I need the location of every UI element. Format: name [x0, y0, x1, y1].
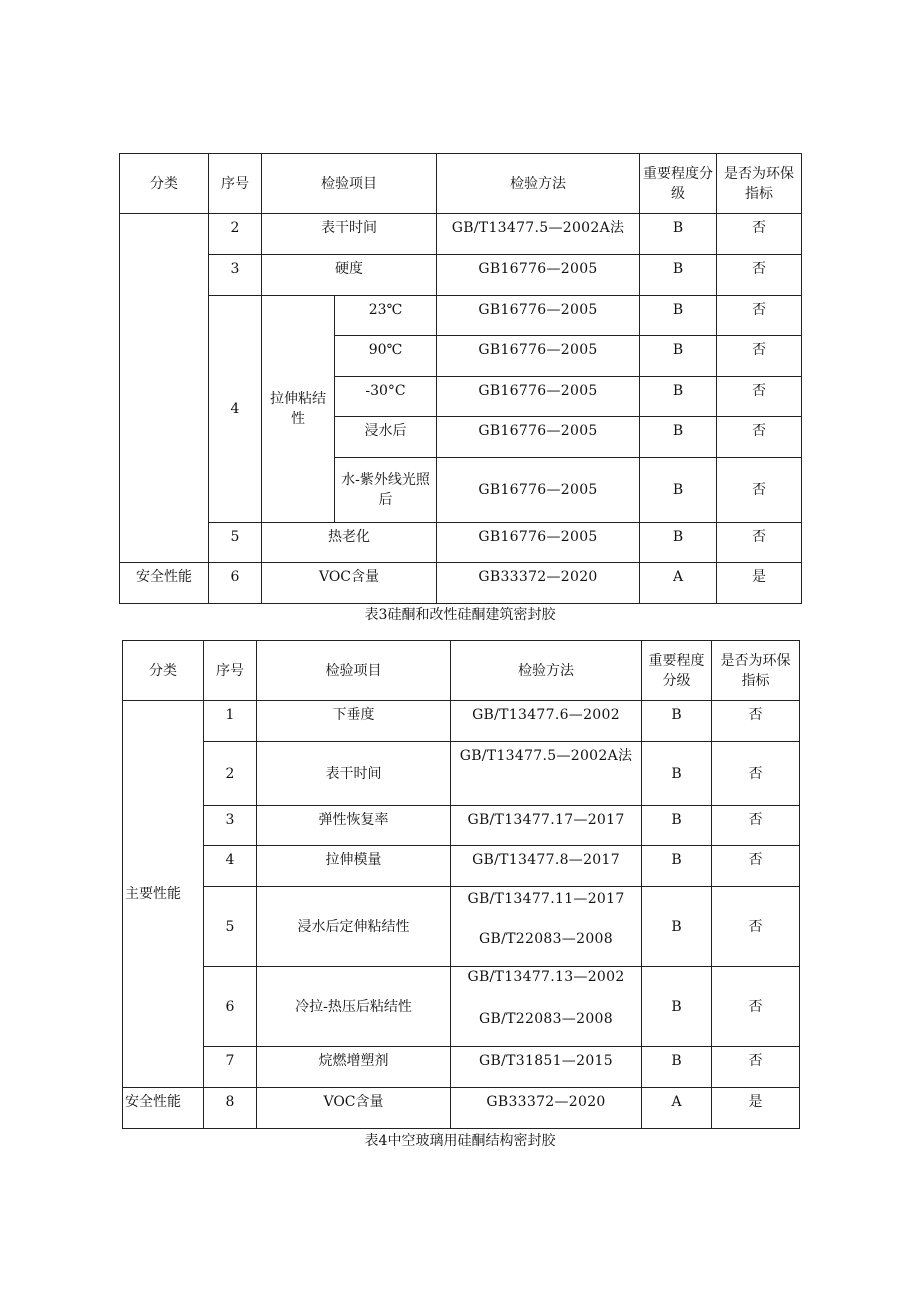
env-cell: 否	[712, 1047, 800, 1088]
level-cell: A	[640, 563, 717, 604]
level-cell: B	[640, 214, 717, 255]
table-caption: 表3硅酮和改性硅酮建筑密封胶	[364, 607, 556, 623]
header-seq: 序号	[204, 641, 257, 701]
method-cell	[451, 887, 642, 967]
header-item: 检验项目	[257, 641, 451, 701]
item-cell: VOC含量	[262, 563, 437, 604]
header-seq: 序号	[209, 154, 262, 214]
method-cell: GB16776—2005	[437, 255, 640, 296]
seq-cell: 2	[204, 742, 257, 806]
method-line: GB/T13477.11—2017	[467, 891, 625, 907]
header-level: 重要程度分级	[642, 641, 712, 701]
seq-cell: 4	[204, 846, 257, 887]
header-category: 分类	[120, 154, 209, 214]
item-cell: 表干时间	[262, 214, 437, 255]
table-row	[120, 255, 802, 296]
level-cell: B	[640, 523, 717, 563]
sub-item-cell: -30°C	[335, 377, 437, 417]
method-cell: GB/T13477.6—2002	[451, 701, 642, 742]
table-4	[122, 640, 800, 1129]
seq-cell: 3	[209, 255, 262, 296]
seq-cell: 1	[204, 701, 257, 742]
env-cell: 否	[712, 701, 800, 742]
level-cell: B	[642, 887, 712, 967]
method-cell: GB16776—2005	[437, 296, 640, 336]
env-cell: 否	[712, 887, 800, 967]
method-cell: GB/T13477.17—2017	[451, 806, 642, 846]
header-level: 重要程度分级	[640, 154, 717, 214]
method-cell: GB/T13477.5—2002A法	[437, 214, 640, 255]
level-cell: B	[642, 742, 712, 806]
method-cell: GB33372—2020	[451, 1088, 642, 1129]
seq-cell: 5	[209, 523, 262, 563]
table-header-row	[120, 154, 802, 214]
method-line: GB/T22083—2008	[479, 1011, 613, 1027]
category-cell: 主要性能	[123, 701, 204, 1088]
env-cell: 否	[717, 458, 802, 523]
env-cell: 否	[712, 846, 800, 887]
level-cell: B	[640, 296, 717, 336]
table-3	[119, 153, 802, 604]
table-caption: 表4中空玻璃用硅酮结构密封胶	[364, 1133, 556, 1149]
table-header-row	[123, 641, 800, 701]
method-cell: GB16776—2005	[437, 417, 640, 458]
level-cell: B	[640, 458, 717, 523]
seq-cell: 3	[204, 806, 257, 846]
table-row	[123, 967, 800, 1047]
level-cell: B	[642, 967, 712, 1047]
level-cell: B	[642, 846, 712, 887]
item-cell: 冷拉-热压后粘结性	[257, 967, 451, 1047]
env-cell: 否	[712, 806, 800, 846]
category-cell	[120, 214, 209, 563]
item-cell: 下垂度	[257, 701, 451, 742]
header-method: 检验方法	[451, 641, 642, 701]
seq-cell: 2	[209, 214, 262, 255]
header-category: 分类	[123, 641, 204, 701]
env-cell: 是	[717, 563, 802, 604]
table-row	[120, 296, 802, 336]
method-cell: GB16776—2005	[437, 458, 640, 523]
header-env: 是否为环保指标	[717, 154, 802, 214]
item-cell: 表干时间	[257, 742, 451, 806]
sub-item-cell: 浸水后	[335, 417, 437, 458]
level-cell: A	[642, 1088, 712, 1129]
header-method: 检验方法	[437, 154, 640, 214]
sub-item-cell: 水-紫外线光照后	[335, 458, 437, 523]
item-cell: 热老化	[262, 523, 437, 563]
env-cell: 否	[717, 255, 802, 296]
env-cell: 否	[717, 214, 802, 255]
env-cell: 是	[712, 1088, 800, 1129]
item-cell: 烷燃增塑剂	[257, 1047, 451, 1088]
table-row	[120, 523, 802, 563]
env-cell: 否	[717, 377, 802, 417]
category-cell: 安全性能	[123, 1088, 204, 1129]
level-cell: B	[640, 336, 717, 377]
item-cell: 拉伸粘结性	[262, 296, 335, 523]
seq-cell: 7	[204, 1047, 257, 1088]
item-cell: 硬度	[262, 255, 437, 296]
item-cell: 拉伸模量	[257, 846, 451, 887]
header-env: 是否为环保指标	[712, 641, 800, 701]
table-row	[123, 701, 800, 742]
seq-cell: 6	[204, 967, 257, 1047]
seq-cell: 6	[209, 563, 262, 604]
item-cell: 浸水后定伸粘结性	[257, 887, 451, 967]
table-row	[123, 887, 800, 967]
method-cell: GB/T13477.8—2017	[451, 846, 642, 887]
table-row	[123, 846, 800, 887]
env-cell: 否	[717, 296, 802, 336]
level-cell: B	[640, 417, 717, 458]
level-cell: B	[642, 1047, 712, 1088]
method-cell: GB/T31851—2015	[451, 1047, 642, 1088]
env-cell: 否	[717, 336, 802, 377]
level-cell: B	[640, 377, 717, 417]
table-row	[123, 742, 800, 806]
seq-cell: 4	[209, 296, 262, 523]
seq-cell: 8	[204, 1088, 257, 1129]
env-cell: 否	[712, 742, 800, 806]
method-cell	[451, 967, 642, 1047]
table-row	[120, 214, 802, 255]
sub-item-cell: 23℃	[335, 296, 437, 336]
sub-item-cell: 90℃	[335, 336, 437, 377]
header-item: 检验项目	[262, 154, 437, 214]
method-cell: GB16776—2005	[437, 377, 640, 417]
table-row	[123, 806, 800, 846]
method-line: GB/T13477.13—2002	[467, 969, 625, 985]
method-cell: GB16776—2005	[437, 523, 640, 563]
level-cell: B	[642, 701, 712, 742]
method-line: GB/T22083—2008	[479, 931, 613, 947]
env-cell: 否	[712, 967, 800, 1047]
level-cell: B	[642, 806, 712, 846]
table-row	[123, 1088, 800, 1129]
env-cell: 否	[717, 523, 802, 563]
table-row	[123, 1047, 800, 1088]
item-cell: VOC含量	[257, 1088, 451, 1129]
env-cell: 否	[717, 417, 802, 458]
method-cell: GB/T13477.5—2002A法	[451, 742, 642, 806]
method-cell: GB33372—2020	[437, 563, 640, 604]
level-cell: B	[640, 255, 717, 296]
table-row	[120, 563, 802, 604]
seq-cell: 5	[204, 887, 257, 967]
category-cell: 安全性能	[120, 563, 209, 604]
item-cell: 弹性恢复率	[257, 806, 451, 846]
method-cell: GB16776—2005	[437, 336, 640, 377]
